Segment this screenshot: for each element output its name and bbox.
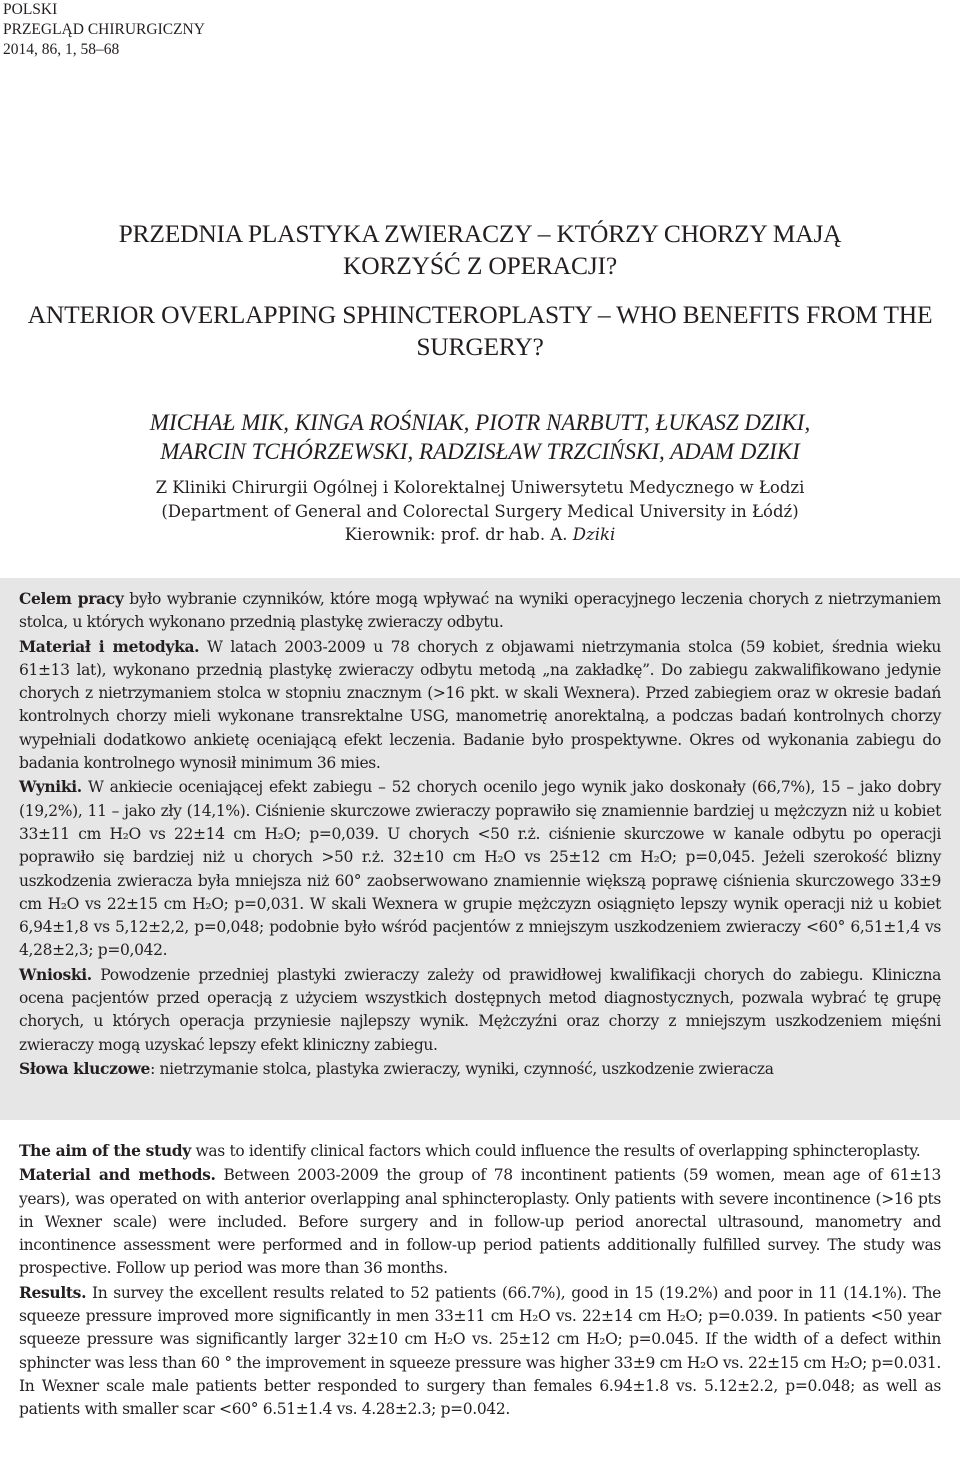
language-label: POLSKI bbox=[3, 1, 58, 18]
affiliation bbox=[0, 476, 960, 547]
aim-text: było wybranie czynników, które mogą wpływać na wyniki operacyjnego leczenia chorych z nietrzymaniem stolca, u których wykonano przednią plastykę zwieraczy odbytu. bbox=[19, 590, 941, 632]
abstract-methods bbox=[19, 635, 941, 776]
abstract-aim bbox=[19, 587, 941, 635]
results-text: W ankiecie oceniającej efekt zabiegu – 52 chorych ocenilo jego wynik jako doskonały (66,7%), 15 – jako dobry (19,2%), 11 – jako zły (14,1%). Ciśnienie skurczowe zwieraczy poprawiło się znamiennie bardziej u mężczyzn niż u kobiet 33±11 cm H₂O vs 22±14 cm H₂O; p=0,039. U chorych <50 r.ż. ciśnienie skurczowe w kanale odbytu po operacji poprawiło się bardziej niż u chorych >50 r.ż. 32±10 cm H₂O vs 25±12 cm H₂O; p=0,045. Jeżeli szerokość blizny uszkodzenia zwieracza była mniejsza niż 60° zaobserwowano znamiennie większą poprawę ciśnienia skurczowego 33±9 cm H₂O vs 22±15 cm H₂O; p=0,031. W skali Wexnera w grupie mężczyzn osiągnięto lepszy wynik operacji niż u kobiet 6,94±1,8 vs 5,12±2,2, p=0,048; podobnie było wśród pacjentów z mniejszym uszkodzeniem zwieraczy <60° 6,51±1,4 vs 4,28±2,3; p=0,042. bbox=[19, 778, 941, 960]
methods-en-label: Material and methods. bbox=[19, 1165, 216, 1185]
results-en-text: In survey the excellent results related to 52 patients (66.7%), good in 15 (19.2%) and poor in 11 (14.1%). The squeeze pressure improved more significantly in men 33±11 cm H₂O vs. 22±14 cm H₂O; p=0.039. In patients <50 year squeeze pressure was significantly larger 32±10 cm H₂O vs. 25±12 cm H₂O; p=0.045. If the width of a defect within sphincter was less than 60 ° the improvement in squeeze pressure was higher 33±9 cm H₂O vs. 22±15 cm H₂O; p=0.031. In Wexner scale male patients better responded to surgery than females 6.94±1.8 vs. 5.12±2.2, p=0.048; as well as patients with smaller scar <60° 6.51±1.4 vs. 4.28±2.3; p=0.042. bbox=[19, 1283, 941, 1419]
conclusions-text: Powodzenie przedniej plastyki zwieraczy zależy od prawidłowej kwalifikacji chorych do zabiegu. Kliniczna ocena pacjentów przed operacją z użyciem wszystkich dostępnych metod diagnostycznych, pozwala wybrać tę grupę chorych, u których operacja przyniesie najlepszy wynik. Mężczyźni oraz chorzy z mniejszym uszkodzeniem mięśni zwieraczy mogą uzyskać lepszy efekt kliniczny zabiegu. bbox=[19, 965, 941, 1054]
title-polish-line: PRZEDNIA PLASTYKA ZWIERACZY – KTÓRZY CHORZY MAJĄ bbox=[118, 219, 842, 248]
results-en-label: Results. bbox=[19, 1282, 87, 1302]
results-label: Wyniki. bbox=[19, 777, 82, 797]
abstract-en-methods bbox=[19, 1163, 941, 1280]
title-polish-line: KORZYŚĆ Z OPERACJI? bbox=[343, 251, 617, 280]
abstract-conclusions bbox=[19, 963, 941, 1057]
title-english-line: SURGERY? bbox=[416, 332, 544, 361]
title-english bbox=[0, 299, 960, 363]
aim-label: Celem pracy bbox=[19, 589, 124, 608]
keywords-text: : nietrzymanie stolca, plastyka zwieraczy, wyniki, czynność, uszkodzenie zwieracza bbox=[150, 1059, 774, 1078]
abstract-en-aim bbox=[19, 1139, 941, 1163]
aim-en-text: was to identify clinical factors which could influence the results of overlapping sphincteroplasty. bbox=[190, 1142, 921, 1160]
affiliation-polish: Z Kliniki Chirurgii Ogólnej i Kolorektalnej Uniwersytetu Medycznego w Łodzi bbox=[155, 478, 805, 497]
methods-label: Materiał i metodyka. bbox=[19, 636, 200, 656]
methods-en-text: Between 2003-2009 the group of 78 incontinent patients (59 women, mean age of 61±13 years), was operated on with anterior overlapping anal sphincteroplasty. Only patients with severe incontinence (>16 pts in Wexner scale) were included. Before surgery and in follow-up period anorectal ultrasound, manometry and incontinence assessment were performed and in follow-up period patients additionally fulfilled survey. The study was prospective. Follow up period was more than 36 months. bbox=[19, 1166, 941, 1278]
abstract-keywords bbox=[19, 1057, 941, 1081]
keywords-label: Słowa kluczowe bbox=[19, 1058, 151, 1078]
aim-en-label: The aim of the study bbox=[19, 1141, 191, 1160]
title-english-line: ANTERIOR OVERLAPPING SPHINCTEROPLASTY – WHO BENEFITS FROM THE bbox=[27, 300, 933, 329]
authors bbox=[0, 408, 960, 466]
abstract-polish bbox=[19, 587, 941, 1081]
abstract-results bbox=[19, 775, 941, 962]
affiliation-english: (Department of General and Colorectal Surgery Medical University in Łódź) bbox=[161, 501, 799, 521]
authors-line: MICHAŁ MIK, KINGA ROŚNIAK, PIOTR NARBUTT, ŁUKASZ DZIKI, bbox=[149, 410, 811, 435]
abstract-en-results bbox=[19, 1281, 941, 1422]
authors-line: MARCIN TCHÓRZEWSKI, RADZISŁAW TRZCIŃSKI, ADAM DZIKI bbox=[160, 439, 800, 464]
abstract-english bbox=[19, 1139, 941, 1422]
department-head-prefix: Kierownik: prof. dr hab. A. bbox=[344, 525, 568, 544]
department-head bbox=[0, 523, 960, 547]
citation: 2014, 86, 1, 58–68 bbox=[3, 41, 120, 58]
conclusions-label: Wnioski. bbox=[19, 964, 92, 984]
journal-header bbox=[3, 0, 205, 60]
methods-text: W latach 2003-2009 u 78 chorych z objawami nietrzymania stolca (59 kobiet, średnia wieku 61±13 lat), wykonano przednią plastykę zwieraczy odbytu metodą „na zakładkę”. Do zabiegu zakwalifikowano jedynie chorych z nietrzymaniem stolca w stopniu znacznym (>16 pkt. w skali Wexnera). Przed zabiegiem oraz w okresie badań kontrolnych chorzy mieli wykonane transrektalne USG, manometrię anorektalną, a podczas badań kontrolnych chorzy wypełniali dodatkowo ankietę oceniającą efekt leczenia. Badanie było prospektywne. Okres od wykonania zabiegu do badania kontrolnego wynosił minimum 36 mies. bbox=[19, 637, 942, 773]
journal-name: PRZEGLĄD CHIRURGICZNY bbox=[3, 21, 205, 38]
department-head-name: Dziki bbox=[572, 525, 616, 544]
title-polish bbox=[0, 218, 960, 282]
